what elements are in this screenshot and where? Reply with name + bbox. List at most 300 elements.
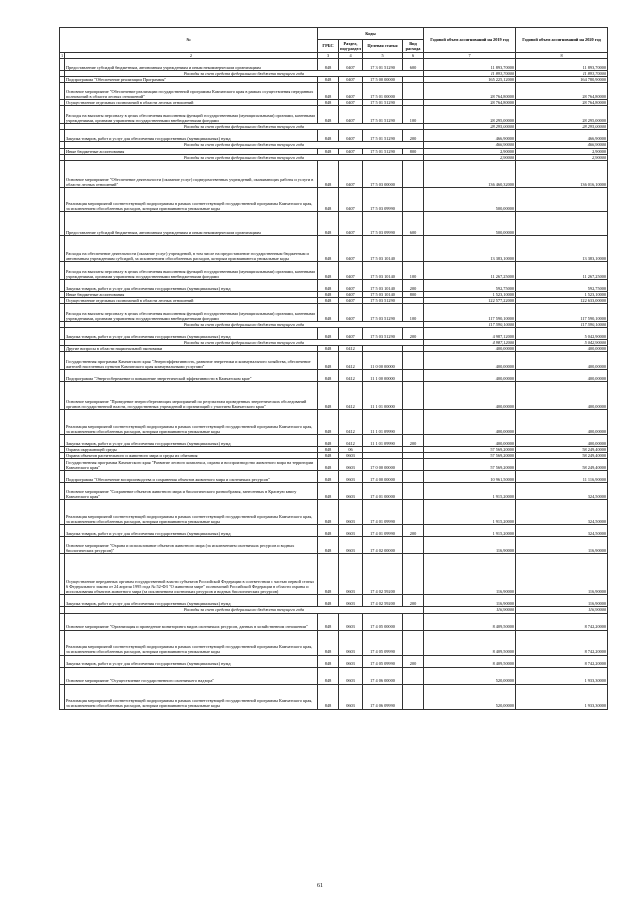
grbs-code: 848 xyxy=(318,303,339,321)
expense-type-code: 600 xyxy=(403,211,424,235)
target-article-code: 17 5 03 10140 xyxy=(363,291,403,297)
expense-type-code xyxy=(403,630,424,655)
amount-2019: 466,90000 xyxy=(424,130,516,142)
amount-2020: 5 042,90000 xyxy=(516,328,608,340)
table-row xyxy=(60,410,608,435)
section-code: 0407 xyxy=(339,59,363,71)
expense-type-code xyxy=(403,410,424,435)
target-article-code: 17 4 05 00000 xyxy=(363,613,403,630)
column-number-3: 3 xyxy=(318,53,339,59)
expense-type-code xyxy=(403,471,424,483)
target-article-code: 11 1 01 09990 xyxy=(363,435,403,447)
expense-type-code xyxy=(403,83,424,100)
table-row xyxy=(60,613,608,630)
target-article-code: 17 4 02 59200 xyxy=(363,595,403,607)
target-article-code: 17 4 01 09990 xyxy=(363,525,403,537)
expense-type-code: 600 xyxy=(403,59,424,71)
amount-2019: 117 590,10000 xyxy=(424,321,516,327)
source-note-text: Расходы за счет средств федерального бюджета текущего года xyxy=(65,607,424,613)
amount-2020: 1 933,30000 xyxy=(516,667,608,684)
expense-type-code: 100 xyxy=(403,303,424,321)
grbs-code: 848 xyxy=(318,83,339,100)
grbs-code: 848 xyxy=(318,59,339,71)
target-article-code: 17 4 00 00000 xyxy=(363,471,403,483)
amount-2019: 11 893,70000 xyxy=(424,59,516,71)
table-row xyxy=(60,684,608,709)
grbs-code: 848 xyxy=(318,235,339,261)
section-code: 0603 xyxy=(339,537,363,554)
expense-type-code: 200 xyxy=(403,130,424,142)
row-name: Охрана объектов растительного и животного мира и среды их обитания xyxy=(65,453,318,459)
amount-2020: 1 523,10000 xyxy=(516,291,608,297)
table-row xyxy=(60,667,608,684)
amount-2019: 116,90000 xyxy=(424,595,516,607)
row-name: Предоставление субсидий бюджетным, автономным учреждениям и иным некоммерческим организациям xyxy=(65,59,318,71)
amount-2019: 165 225,12000 xyxy=(424,77,516,83)
source-note-text: Расходы за счет средств федерального бюджета текущего года xyxy=(65,124,424,130)
amount-2020: 2,90000 xyxy=(516,154,608,160)
amount-2019: 8 409,50000 xyxy=(424,630,516,655)
section-code: 0412 xyxy=(339,435,363,447)
target-article-code: 17 5 03 10140 xyxy=(363,279,403,291)
amount-2019: 400,00000 xyxy=(424,370,516,382)
section-code: 0407 xyxy=(339,211,363,235)
table-row xyxy=(60,630,608,655)
section-code: 0407 xyxy=(339,77,363,83)
expense-type-code xyxy=(403,684,424,709)
amount-2020: 117 590,10000 xyxy=(516,303,608,321)
amount-2019: 400,00000 xyxy=(424,346,516,352)
target-article-code: 11 0 00 00000 xyxy=(363,352,403,370)
column-number-5: 5 xyxy=(363,53,403,59)
amount-2019: 592,75000 xyxy=(424,279,516,291)
grbs-code: 848 xyxy=(318,211,339,235)
grbs-code: 848 xyxy=(318,537,339,554)
target-article-code: 17 0 00 00000 xyxy=(363,459,403,471)
section-code: 0407 xyxy=(339,279,363,291)
grbs-code: 848 xyxy=(318,106,339,124)
amount-2019: 57 569,20000 xyxy=(424,459,516,471)
amount-2019: 28 764,80000 xyxy=(424,100,516,106)
grbs-code: 848 xyxy=(318,630,339,655)
section-code: 0412 xyxy=(339,346,363,352)
row-name: Иные бюджетные ассигнования xyxy=(65,291,318,297)
table-row xyxy=(60,261,608,279)
amount-2019: 400,00000 xyxy=(424,410,516,435)
section-code: 0407 xyxy=(339,187,363,211)
section-code: 0603 xyxy=(339,471,363,483)
target-article-code: 17 4 01 00000 xyxy=(363,483,403,500)
target-article-code: 17 5 00 00000 xyxy=(363,77,403,83)
amount-2020 xyxy=(516,211,608,235)
table-row xyxy=(60,235,608,261)
row-name: Основное мероприятие "Обеспечение реализации государственной программы Камчатского края в рамках осуществления переданных полномочий в области лесных отношений" xyxy=(65,83,318,100)
section-code: 0407 xyxy=(339,291,363,297)
grbs-code: 848 xyxy=(318,100,339,106)
row-name: Основное мероприятие "Сохранение объектов животного мира и биологического разнообразия, занесенных в Красную книгу Камчатского края" xyxy=(65,483,318,500)
amount-2020: 1 933,30000 xyxy=(516,684,608,709)
grbs-code: 848 xyxy=(318,447,339,453)
table-row xyxy=(60,382,608,410)
amount-2020: 28 295,00000 xyxy=(516,106,608,124)
expense-type-code xyxy=(403,352,424,370)
amount-2020: 324,50000 xyxy=(516,483,608,500)
table-row xyxy=(60,500,608,525)
row-name: Основное мероприятие "Охрана и использование объектов животного мира (за исключением охотничьих ресурсов и водных биологических ресурсов)" xyxy=(65,537,318,554)
grbs-code: 848 xyxy=(318,352,339,370)
table-row xyxy=(60,435,608,447)
amount-2020: 8 742,20000 xyxy=(516,613,608,630)
table-row xyxy=(60,106,608,124)
target-article-code: 17 5 03 09990 xyxy=(363,211,403,235)
amount-2020: 122 633,00000 xyxy=(516,297,608,303)
expense-type-code: 200 xyxy=(403,525,424,537)
table-row xyxy=(60,328,608,340)
section-code: 0603 xyxy=(339,459,363,471)
target-article-code: 17 5 01 51290 xyxy=(363,100,403,106)
section-code: 0603 xyxy=(339,613,363,630)
row-name: Расходы на обеспечение деятельности (оказание услуг) учреждений, в том числе на предоставление государственным бюджетным и автономным учреждениям субсидий, за исключением обособленных расходов, которым присваиваются уникальные коды xyxy=(65,235,318,261)
header-csr: Целевая статья xyxy=(363,40,403,53)
expense-type-code xyxy=(403,160,424,187)
row-name: Реализация мероприятий соответствующей подпрограммы в рамках соответствующей государственной программы Камчатского края, за исключением обособленных расходов, которым присваиваются уникальные коды xyxy=(65,187,318,211)
header-year-2020: Годовой объем ассигнований на 2020 год xyxy=(516,28,608,53)
row-name: Осуществление переданных органам государственной власти субъектов Российской Федерации в соответствии с частью первой статьи 6 Федерального закона от 24 апреля 1995 года № 52-ФЗ "О животном мире" полномочий Российской Федерации в области охраны и использования объектов животного мира (за исключением охотничьих ресурсов и водных биологических ресурсов) xyxy=(65,554,318,595)
section-code: 0603 xyxy=(339,525,363,537)
amount-2019: 520,00000 xyxy=(424,684,516,709)
amount-2019: 520,00000 xyxy=(424,667,516,684)
table-row xyxy=(60,537,608,554)
row-name: Подпрограмма "Энергосбережение и повышение энергетической эффективности в Камчатском крае" xyxy=(65,370,318,382)
section-code: 0603 xyxy=(339,500,363,525)
amount-2020: 28 764,80000 xyxy=(516,100,608,106)
row-name: Другие вопросы в области национальной экономики xyxy=(65,346,318,352)
table-row xyxy=(60,554,608,595)
header-number: № xyxy=(60,28,318,53)
row-name: Закупка товаров, работ и услуг для обеспечения государственных (муниципальных) нужд xyxy=(65,279,318,291)
amount-2020: 8 742,20000 xyxy=(516,630,608,655)
expense-type-code xyxy=(403,382,424,410)
expense-type-code xyxy=(403,187,424,211)
amount-2019: 11 267,25000 xyxy=(424,261,516,279)
amount-2019: 500,00000 xyxy=(424,187,516,211)
target-article-code: 17 5 01 51290 xyxy=(363,130,403,142)
grbs-code: 848 xyxy=(318,130,339,142)
expense-type-code: 100 xyxy=(403,106,424,124)
grbs-code: 848 xyxy=(318,453,339,459)
amount-2020: 28 295,00000 xyxy=(516,124,608,130)
header-vr: Вид расхода xyxy=(403,40,424,53)
target-article-code: 17 5 03 10140 xyxy=(363,235,403,261)
amount-2020: 324,50000 xyxy=(516,500,608,525)
source-note-text: Расходы за счет средств федерального бюджета текущего года xyxy=(65,71,424,77)
amount-2019: 8 409,50000 xyxy=(424,655,516,667)
row-name: Закупка товаров, работ и услуг для обеспечения государственных (муниципальных) нужд xyxy=(65,435,318,447)
amount-2019: 4 987,12000 xyxy=(424,328,516,340)
amount-2019: 117 590,10000 xyxy=(424,303,516,321)
column-number-7: 7 xyxy=(424,53,516,59)
target-article-code: 17 5 01 00000 xyxy=(363,83,403,100)
row-name: Подпрограмма "Обеспечение воспроизводства и сохранения объектов животного мира и охотничьих ресурсов" xyxy=(65,471,318,483)
amount-2020: 58 249,40000 xyxy=(516,453,608,459)
column-number-4: 4 xyxy=(339,53,363,59)
amount-2020: 117 590,10000 xyxy=(516,321,608,327)
amount-2019: 1 915,20000 xyxy=(424,525,516,537)
amount-2020: 116,90000 xyxy=(516,554,608,595)
amount-2019: 10 961,50000 xyxy=(424,471,516,483)
row-name: Государственная программа Камчатского края "Развитие лесного комплекса, охрана и воспроизводство животного мира на территории Камчатского края" xyxy=(65,459,318,471)
expense-type-code xyxy=(403,554,424,595)
target-article-code: 11 1 00 00000 xyxy=(363,370,403,382)
amount-2020: 11 893,70000 xyxy=(516,59,608,71)
budget-rows xyxy=(60,59,608,709)
amount-2019: 11 893,70000 xyxy=(424,71,516,77)
section-code: 0412 xyxy=(339,370,363,382)
table-row xyxy=(60,303,608,321)
row-name: Закупка товаров, работ и услуг для обеспечения государственных (муниципальных) нужд xyxy=(65,595,318,607)
amount-2019: 28 295,00000 xyxy=(424,124,516,130)
expense-type-code: 200 xyxy=(403,328,424,340)
target-article-code: 17 5 01 51290 xyxy=(363,148,403,154)
table-row xyxy=(60,459,608,471)
amount-2019: 500,00000 xyxy=(424,211,516,235)
row-name: Осуществление отдельных полномочий в области лесных отношений xyxy=(65,297,318,303)
grbs-code: 848 xyxy=(318,160,339,187)
table-row xyxy=(60,130,608,142)
target-article-code: 17 4 01 09990 xyxy=(363,500,403,525)
expense-type-code: 800 xyxy=(403,291,424,297)
header-codes: Коды xyxy=(318,28,424,40)
page-number: 61 xyxy=(317,883,323,889)
amount-2019: 116,90000 xyxy=(424,537,516,554)
row-name: Предоставление субсидий бюджетным, автономным учреждениям и иным некоммерческим организациям xyxy=(65,211,318,235)
expense-type-code: 200 xyxy=(403,595,424,607)
grbs-code: 848 xyxy=(318,77,339,83)
amount-2019: 2,90000 xyxy=(424,154,516,160)
header-grbs: ГРБС xyxy=(318,40,339,53)
expense-type-code: 100 xyxy=(403,261,424,279)
target-article-code: 17 5 03 51290 xyxy=(363,303,403,321)
grbs-code: 848 xyxy=(318,370,339,382)
row-name: Закупка товаров, работ и услуг для обеспечения государственных (муниципальных) нужд xyxy=(65,525,318,537)
grbs-code: 848 xyxy=(318,684,339,709)
grbs-code: 848 xyxy=(318,382,339,410)
amount-2019: 8 409,50000 xyxy=(424,613,516,630)
source-note-text: Расходы за счет средств федерального бюджета текущего года xyxy=(65,154,424,160)
section-code: 0603 xyxy=(339,630,363,655)
amount-2019: 28 295,00000 xyxy=(424,106,516,124)
grbs-code: 848 xyxy=(318,261,339,279)
row-name: Закупка товаров, работ и услуг для обеспечения государственных (муниципальных) нужд xyxy=(65,655,318,667)
row-name: Основное мероприятие "Осуществление государственного охотничьего надзора" xyxy=(65,667,318,684)
grbs-code: 848 xyxy=(318,459,339,471)
grbs-code: 848 xyxy=(318,187,339,211)
source-note-text: Расходы за счет средств федерального бюджета текущего года xyxy=(65,142,424,148)
amount-2019: 122 577,22000 xyxy=(424,297,516,303)
amount-2020: 11 267,25000 xyxy=(516,261,608,279)
row-name: Иные бюджетные ассигнования xyxy=(65,148,318,154)
column-number-2: 2 xyxy=(65,53,318,59)
expense-type-code: 200 xyxy=(403,279,424,291)
target-article-code: 17 5 01 51290 xyxy=(363,106,403,124)
grbs-code: 848 xyxy=(318,279,339,291)
target-article-code: 17 5 03 10140 xyxy=(363,261,403,279)
grbs-code: 848 xyxy=(318,471,339,483)
expense-type-code xyxy=(403,500,424,525)
amount-2020: 116,90000 xyxy=(516,595,608,607)
budget-table xyxy=(59,27,608,710)
target-article-code: 17 3 01 51290 xyxy=(363,59,403,71)
amount-2019: 2,90000 xyxy=(424,148,516,154)
amount-2020: 13 383,10000 xyxy=(516,235,608,261)
amount-2019: 1 523,10000 xyxy=(424,291,516,297)
amount-2019: 400,00000 xyxy=(424,382,516,410)
expense-type-code xyxy=(403,235,424,261)
row-name: Основное мероприятие "Организация и проведение мониторинга видов охотничьих ресурсов, данных в хозяйственном отношении" xyxy=(65,613,318,630)
section-code: 0603 xyxy=(339,667,363,684)
amount-2019: 116,90000 xyxy=(424,554,516,595)
amount-2019: 466,90000 xyxy=(424,142,516,148)
grbs-code: 848 xyxy=(318,595,339,607)
section-code: 0412 xyxy=(339,382,363,410)
header-year-2019: Годовой объем ассигнований на 2019 год xyxy=(424,28,516,53)
amount-2020: 400,00000 xyxy=(516,382,608,410)
section-code: 06 xyxy=(339,447,363,453)
target-article-code: 17 5 03 09990 xyxy=(363,187,403,211)
amount-2019: 13 383,10000 xyxy=(424,235,516,261)
section-code: 0407 xyxy=(339,235,363,261)
amount-2020: 400,00000 xyxy=(516,410,608,435)
target-article-code: 17 5 03 51290 xyxy=(363,297,403,303)
section-code: 0407 xyxy=(339,328,363,340)
amount-2020: 400,00000 xyxy=(516,352,608,370)
amount-2020: 116,90000 xyxy=(516,537,608,554)
amount-2020: 116,90000 xyxy=(516,607,608,613)
expense-type-code: 200 xyxy=(403,655,424,667)
table-row xyxy=(60,83,608,100)
target-article-code: 11 1 01 09990 xyxy=(363,410,403,435)
row-name: Реализация мероприятий соответствующей подпрограммы в рамках соответствующей государственной программы Камчатского края, за исключением обособленных расходов, которым присваиваются уникальные коды xyxy=(65,500,318,525)
amount-2020: 592,75000 xyxy=(516,279,608,291)
source-note-text: Расходы за счет средств федерального бюджета текущего года xyxy=(65,340,424,346)
section-code: 0412 xyxy=(339,410,363,435)
amount-2019: 57 569,20000 xyxy=(424,447,516,453)
target-article-code: 17 4 05 09990 xyxy=(363,630,403,655)
expense-type-code xyxy=(403,483,424,500)
amount-2020: 11 893,70000 xyxy=(516,71,608,77)
amount-2020: 400,00000 xyxy=(516,370,608,382)
row-name: Реализация мероприятий соответствующей подпрограммы в рамках соответствующей государственной программы Камчатского края, за исключением обособленных расходов, которым присваиваются уникальные коды xyxy=(65,410,318,435)
table-row xyxy=(60,525,608,537)
grbs-code: 848 xyxy=(318,291,339,297)
grbs-code: 848 xyxy=(318,435,339,447)
section-code: 0603 xyxy=(339,483,363,500)
section-code: 0407 xyxy=(339,297,363,303)
amount-2019: 28 764,80000 xyxy=(424,83,516,100)
section-code: 0412 xyxy=(339,352,363,370)
amount-2019: 136 460,32000 xyxy=(424,160,516,187)
expense-type-code xyxy=(403,613,424,630)
row-name: Закупка товаров, работ и услуг для обеспечения государственных (муниципальных) нужд xyxy=(65,328,318,340)
column-number-1: 1 xyxy=(61,53,64,58)
row-name: Основное мероприятие "Обеспечение деятельности (оказание услуг) подведомственных учреждений, оказывающих работы и услуги в области лесных отношений" xyxy=(65,160,318,187)
column-number-6: 6 xyxy=(403,53,424,59)
document-page xyxy=(59,27,607,710)
row-name: Осуществление отдельных полномочий в области лесных отношений xyxy=(65,100,318,106)
amount-2020: 8 742,20000 xyxy=(516,655,608,667)
source-note-text: Расходы за счет средств федерального бюджета текущего года xyxy=(65,321,424,327)
row-name: Основное мероприятие "Проведение энергосберегающих мероприятий по результатам проведенных энергетических обследований органов государственной власти, государственных учреждений и организаций с участием Камчатского края" xyxy=(65,382,318,410)
grbs-code: 848 xyxy=(318,525,339,537)
section-code: 0603 xyxy=(339,453,363,459)
table-row xyxy=(60,595,608,607)
target-article-code: 17 4 06 09990 xyxy=(363,684,403,709)
section-code: 0603 xyxy=(339,595,363,607)
row-name: Подпрограмма "Обеспечение реализации Программы" xyxy=(65,77,318,83)
amount-2020: 2,90000 xyxy=(516,148,608,154)
section-code: 0603 xyxy=(339,554,363,595)
amount-2020: 466,90000 xyxy=(516,130,608,142)
target-article-code: 17 5 03 51290 xyxy=(363,328,403,340)
amount-2019: 400,00000 xyxy=(424,352,516,370)
section-code: 0407 xyxy=(339,148,363,154)
amount-2019: 1 915,20000 xyxy=(424,483,516,500)
target-article-code: 17 4 05 09990 xyxy=(363,655,403,667)
grbs-code: 848 xyxy=(318,328,339,340)
amount-2020: 324,50000 xyxy=(516,525,608,537)
table-row xyxy=(60,279,608,291)
amount-2020: 58 249,40000 xyxy=(516,447,608,453)
grbs-code: 848 xyxy=(318,655,339,667)
amount-2019: 400,00000 xyxy=(424,435,516,447)
target-article-code: 17 4 02 59200 xyxy=(363,554,403,595)
grbs-code: 848 xyxy=(318,148,339,154)
grbs-code: 848 xyxy=(318,613,339,630)
target-article-code: 17 4 06 00000 xyxy=(363,667,403,684)
amount-2020: 466,90000 xyxy=(516,142,608,148)
amount-2020: 58 249,40000 xyxy=(516,459,608,471)
row-name: Государственная программа Камчатского края "Энергоэффективность, развитие энергетики и коммунального хозяйства, обеспечение жителей населенных пунктов Камчатского края коммунальными услугами" xyxy=(65,352,318,370)
amount-2020: 136 016,10000 xyxy=(516,160,608,187)
amount-2020: 11 116,90000 xyxy=(516,471,608,483)
section-code: 0603 xyxy=(339,684,363,709)
amount-2019: 57 569,20000 xyxy=(424,453,516,459)
section-code: 0407 xyxy=(339,160,363,187)
row-name: Расходы на выплаты персоналу в целях обеспечения выполнения функций государственными (муниципальными) органами, казенными учреждениями, органами управления государственными внебюджетными фондами xyxy=(65,303,318,321)
table-row xyxy=(60,352,608,370)
table-row xyxy=(60,370,608,382)
section-code: 0407 xyxy=(339,83,363,100)
table-row xyxy=(60,59,608,71)
target-article-code: 17 4 02 00000 xyxy=(363,537,403,554)
amount-2019: 1 915,20000 xyxy=(424,500,516,525)
amount-2020: 5 042,90000 xyxy=(516,340,608,346)
grbs-code: 848 xyxy=(318,554,339,595)
table-row xyxy=(60,655,608,667)
grbs-code: 848 xyxy=(318,346,339,352)
section-code: 0407 xyxy=(339,130,363,142)
column-number-8: 8 xyxy=(516,53,608,59)
row-name: Реализация мероприятий соответствующей подпрограммы в рамках соответствующей государственной программы Камчатского края, за исключением обособленных расходов, которым присваиваются уникальные коды xyxy=(65,684,318,709)
row-name: Расходы на выплаты персоналу в целях обеспечения выполнения функций государственными (муниципальными) органами, казенными учреждениями, органами управления государственными внебюджетными фондами xyxy=(65,261,318,279)
expense-type-code xyxy=(403,370,424,382)
expense-type-code xyxy=(403,537,424,554)
grbs-code: 848 xyxy=(318,410,339,435)
amount-2020: 400,00000 xyxy=(516,435,608,447)
header-razdel: Раздел, под-раздел xyxy=(340,40,361,51)
expense-type-code xyxy=(403,459,424,471)
amount-2020 xyxy=(516,187,608,211)
